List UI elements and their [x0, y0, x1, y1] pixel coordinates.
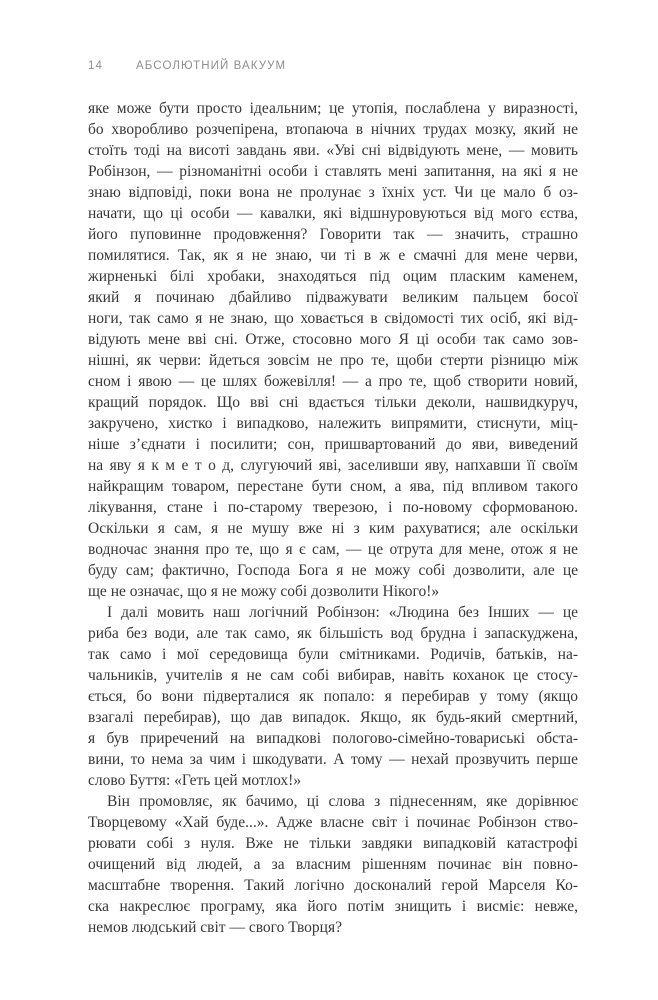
text-line: найкращим товаром, перестане бути сном, а ява, під впливом такого [88, 478, 578, 495]
text-line: І далі мовить наш логічний Робінзон: «Людина без Інших — це [107, 604, 578, 621]
text-line: ється, бо вони підверталися як попало: я перебирав у тому (якщо [88, 688, 578, 705]
text-line: Він промовляє, як бачимо, ці слова з піднесенням, яке дорівнює [107, 793, 578, 810]
text-line: чальників, учителів я не сам собі вибирав, навіть коханок це стосу- [88, 667, 578, 684]
text-line: взагалі перебирав), що дав випадок. Якщо, як будь-який смертний, [88, 709, 578, 726]
text-line: його пуповинне продовження? Говорити так — значить, страшно [88, 226, 578, 243]
text-line: ноги, так само я не знаю, що ховається в свідомості тих осіб, які від- [88, 310, 578, 327]
text-line: масштабне творення. Такий логічно досконалий герой Марселя Ко- [88, 877, 578, 894]
text-line: очищений від людей, а за власним рішенням починає він повно- [88, 856, 578, 873]
text-line: буду сам; фактично, Господа Бога я не можу собі дозволити, але це [88, 562, 578, 579]
text-line: Творцевому «Хай буде...». Адже власне світ і починає Робінзон ство- [88, 814, 578, 831]
text-line: Робінзон, — різноманітні особи і ставлять мені запитання, на які я не [88, 163, 578, 180]
text-line: помилятися. Так, як я не знаю, чи ті в ж е смачні для мене черви, [88, 247, 578, 264]
text-line: так само і мої середовища були смітниками. Родичів, батьків, на- [88, 646, 578, 663]
text-line: бо хворобливо розчепірена, втопаюча в нічних трудах мозку, який не [88, 121, 578, 138]
paragraph [88, 98, 578, 602]
text-line: на яву я к м е т о д, слугуючий яві, заселивши яву, напхавши її своїм [88, 457, 578, 474]
text-line: слово Буття: «Геть цей мотлох!» [88, 772, 302, 789]
text-line: жирненькі білі хробаки, знаходяться під оцим пласким каменем, [88, 268, 578, 285]
text-line: начати, що ці особи — кавалки, які відшнуровуються від мого єства, [88, 205, 578, 222]
text-line: риба без води, але так само, як більшість вод брудна і запаскуджена, [88, 625, 578, 642]
page-number: 14 [88, 60, 103, 72]
text-line: вини, то нема за чим і шкодувати. А тому — нехай прозвучить перше [88, 751, 578, 768]
text-line: немов людський світ — свого Творця? [88, 919, 342, 936]
text-line: Оскільки я сам, я не мушу вже ні з ким рахуватися; але оскільки [88, 520, 578, 537]
running-header [88, 60, 578, 72]
body-text [88, 98, 578, 938]
text-line: кращий порядок. Що вві сні вдається тільки деколи, нашвидкуруч, [88, 394, 578, 411]
text-line: рювати собі з нуля. Вже не тільки завдяки випадковій катастрофі [88, 835, 578, 852]
text-line: який я починаю дбайливо підважувати великим пальцем босої [88, 289, 578, 306]
text-line: нішні, як черви: йдеться зовсім не про те, щоби стерти різницю між [88, 352, 578, 369]
text-line: ніше з’єднати і посилити; сон, пришвартований до яви, виведений [88, 436, 578, 453]
text-line: ще не означає, що я не можу собі дозволити Нікого!» [88, 583, 440, 600]
running-title: АБСОЛЮТНИЙ ВАКУУМ [136, 60, 287, 72]
text-line: стоїть тоді на висоті завдань яви. «Уві сні відвідують мене, — мовить [88, 142, 578, 159]
paragraph [88, 791, 578, 938]
text-line: водночас знання про те, що я є сам, — це отрута для мене, отож я не [88, 541, 578, 558]
text-line: яке може бути просто ідеальним; це утопія, послаблена у виразності, [88, 100, 578, 117]
text-line: закручено, хистко і випадково, належить випрямити, стиснути, міц- [88, 415, 578, 432]
text-line: ска накреслює програму, яка його потім знищить і висміє: невже, [88, 898, 578, 915]
text-line: сном і явою — це шлях божевілля! — а про те, щоб створити новий, [88, 373, 578, 390]
text-line: відують мене вві сні. Отже, стосовно мого Я ці особи так само зов- [88, 331, 578, 348]
paragraph [88, 602, 578, 791]
text-line: знаю відповіді, поки вона не пролунає з їхніх уст. Чи це мало б оз- [88, 184, 578, 201]
text-line: я був приречений на випадкові пологово-сімейно-товариські обста- [88, 730, 578, 747]
text-line: лікування, стане і по-старому тверезою, і по-новому сформованою. [88, 499, 578, 516]
